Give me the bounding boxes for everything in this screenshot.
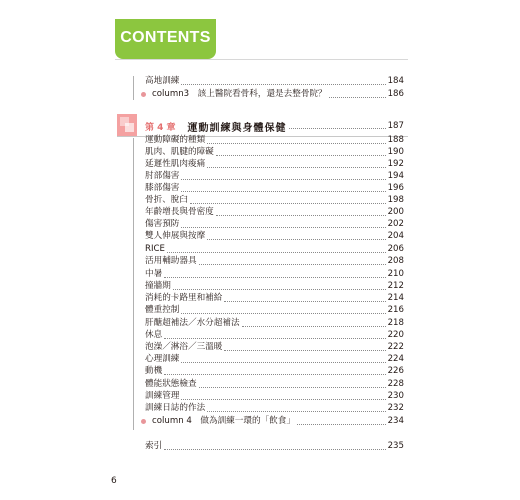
toc-entry-page: 208 [387, 256, 404, 266]
toc-entry-page: 235 [387, 441, 404, 451]
dot-leader [199, 263, 386, 265]
toc-entry-page: 200 [387, 207, 404, 217]
dot-leader [207, 166, 385, 168]
indent-line-top [133, 76, 134, 100]
toc-entry-page: 216 [387, 305, 404, 315]
toc-entry-page: 210 [387, 269, 404, 279]
dot-leader [216, 214, 386, 216]
toc-entry-page: 218 [387, 318, 404, 328]
toc-entry-page: 192 [387, 159, 404, 169]
toc-entry-label: 泡澡／淋浴／三溫暖 [145, 342, 223, 352]
toc-entry-page: 206 [387, 244, 404, 254]
dot-leader [181, 190, 385, 192]
toc-entry-label: 運動障礙的種類 [145, 135, 206, 145]
toc-entry-label: 索引 [145, 441, 163, 451]
toc-entry-label: 骨折、脫臼 [145, 195, 188, 205]
toc-entry-page: 222 [387, 342, 404, 352]
dot-leader [297, 423, 386, 425]
toc-entry-page: 202 [387, 219, 404, 229]
dot-leader [224, 349, 385, 351]
toc-entry-page: 184 [387, 76, 404, 86]
column-bullet-icon [141, 92, 146, 97]
dot-leader [181, 226, 385, 228]
dot-leader [164, 337, 385, 339]
indent-line-chapter [133, 138, 134, 430]
column-bullet-icon [141, 419, 146, 424]
dot-leader [329, 96, 386, 98]
toc-entry-page: 220 [387, 330, 404, 340]
toc-entry-page: 228 [387, 379, 404, 389]
toc-entry-index[interactable] [145, 440, 404, 453]
toc-entry-page: 186 [387, 89, 404, 99]
toc-entry-label: RICE [145, 244, 165, 254]
toc-entry-page: 230 [387, 391, 404, 401]
dot-leader [207, 238, 385, 240]
header-divider [115, 59, 408, 60]
dot-leader [181, 83, 385, 85]
toc-entry-page: 190 [387, 147, 404, 157]
toc-entry-label: 延遲性肌肉痠痛 [145, 159, 206, 169]
dot-leader [167, 251, 386, 253]
toc-entry-label: 消耗的卡路里和補給 [145, 293, 223, 303]
toc-entry-label: 肌肉、肌腱的障礙 [145, 147, 214, 157]
toc-entry-column4[interactable] [141, 415, 404, 428]
contents-title: CONTENTS [120, 29, 211, 46]
dot-leader [289, 127, 386, 129]
toc-entry-label: 體重控制 [145, 305, 180, 315]
toc-entry-label: column 4 做為訓練一環的「飲食」 [152, 416, 295, 426]
toc-entry-page: 226 [387, 366, 404, 376]
toc-entry-altitude-training[interactable] [145, 75, 404, 88]
dot-leader [207, 410, 385, 412]
chapter-page: 187 [387, 121, 404, 131]
dot-leader [164, 276, 385, 278]
toc-entry-page: 194 [387, 171, 404, 181]
chapter-heading[interactable] [145, 119, 404, 133]
toc-entry-label: 中暑 [145, 269, 163, 279]
chapter-square-icon [117, 114, 137, 136]
toc-entry-label: 撞牆期 [145, 281, 171, 291]
toc-entry-label: 年齡增長與骨密度 [145, 207, 214, 217]
toc-entry[interactable] [145, 402, 404, 415]
dot-leader [181, 398, 385, 400]
toc-entry-label: 休息 [145, 330, 163, 340]
chapter-number: 第 4 章 [145, 122, 176, 133]
toc-entry-page: 188 [387, 135, 404, 145]
page-number: 6 [111, 476, 117, 486]
toc-entry-label: 活用輔助器具 [145, 256, 197, 266]
toc-entry-page: 198 [387, 195, 404, 205]
dot-leader [224, 300, 385, 302]
toc-entry-column3[interactable] [141, 88, 404, 101]
toc-entry[interactable] [145, 255, 404, 268]
chapter-title: 運動訓練與身體保健 [187, 122, 287, 134]
toc-entry-page: 196 [387, 183, 404, 193]
dot-leader [181, 361, 385, 363]
dot-leader [190, 202, 386, 204]
dot-leader [181, 312, 385, 314]
dot-leader [216, 154, 386, 156]
toc-entry-page: 232 [387, 403, 404, 413]
toc-entry-label: 心理訓練 [145, 354, 180, 364]
toc-entry-page: 212 [387, 281, 404, 291]
toc-entry-label: 訓練日誌的作法 [145, 403, 206, 413]
dot-leader [164, 373, 385, 375]
dot-leader [199, 386, 386, 388]
toc-entry-label: 高地訓練 [145, 76, 180, 86]
toc-entry-label: 肘部傷害 [145, 171, 180, 181]
dot-leader [242, 325, 386, 327]
toc-entry-label: 訓練管理 [145, 391, 180, 401]
contents-header-tab [115, 19, 216, 59]
toc-entry-page: 224 [387, 354, 404, 364]
toc-entry-label: 膝部傷害 [145, 183, 180, 193]
dot-leader [164, 448, 385, 450]
dot-leader [207, 142, 385, 144]
toc-entry-label: 體能狀態檢查 [145, 379, 197, 389]
toc-entry-page: 214 [387, 293, 404, 303]
toc-entry-label: column3 該上醫院看骨科，還是去整骨院？ [152, 89, 327, 99]
dot-leader [173, 288, 386, 290]
dot-leader [181, 178, 385, 180]
toc-entry-label: 傷害預防 [145, 219, 180, 229]
toc-entry-page: 234 [387, 416, 404, 426]
toc-entry[interactable] [145, 304, 404, 317]
toc-entry-label: 動機 [145, 366, 163, 376]
toc-entry[interactable] [145, 230, 404, 243]
toc-entry-page: 204 [387, 231, 404, 241]
toc-entry-label: 肝醣超補法／水分超補法 [145, 318, 240, 328]
toc-entry[interactable] [145, 365, 404, 378]
toc-entry-label: 雙人伸展與按摩 [145, 231, 206, 241]
